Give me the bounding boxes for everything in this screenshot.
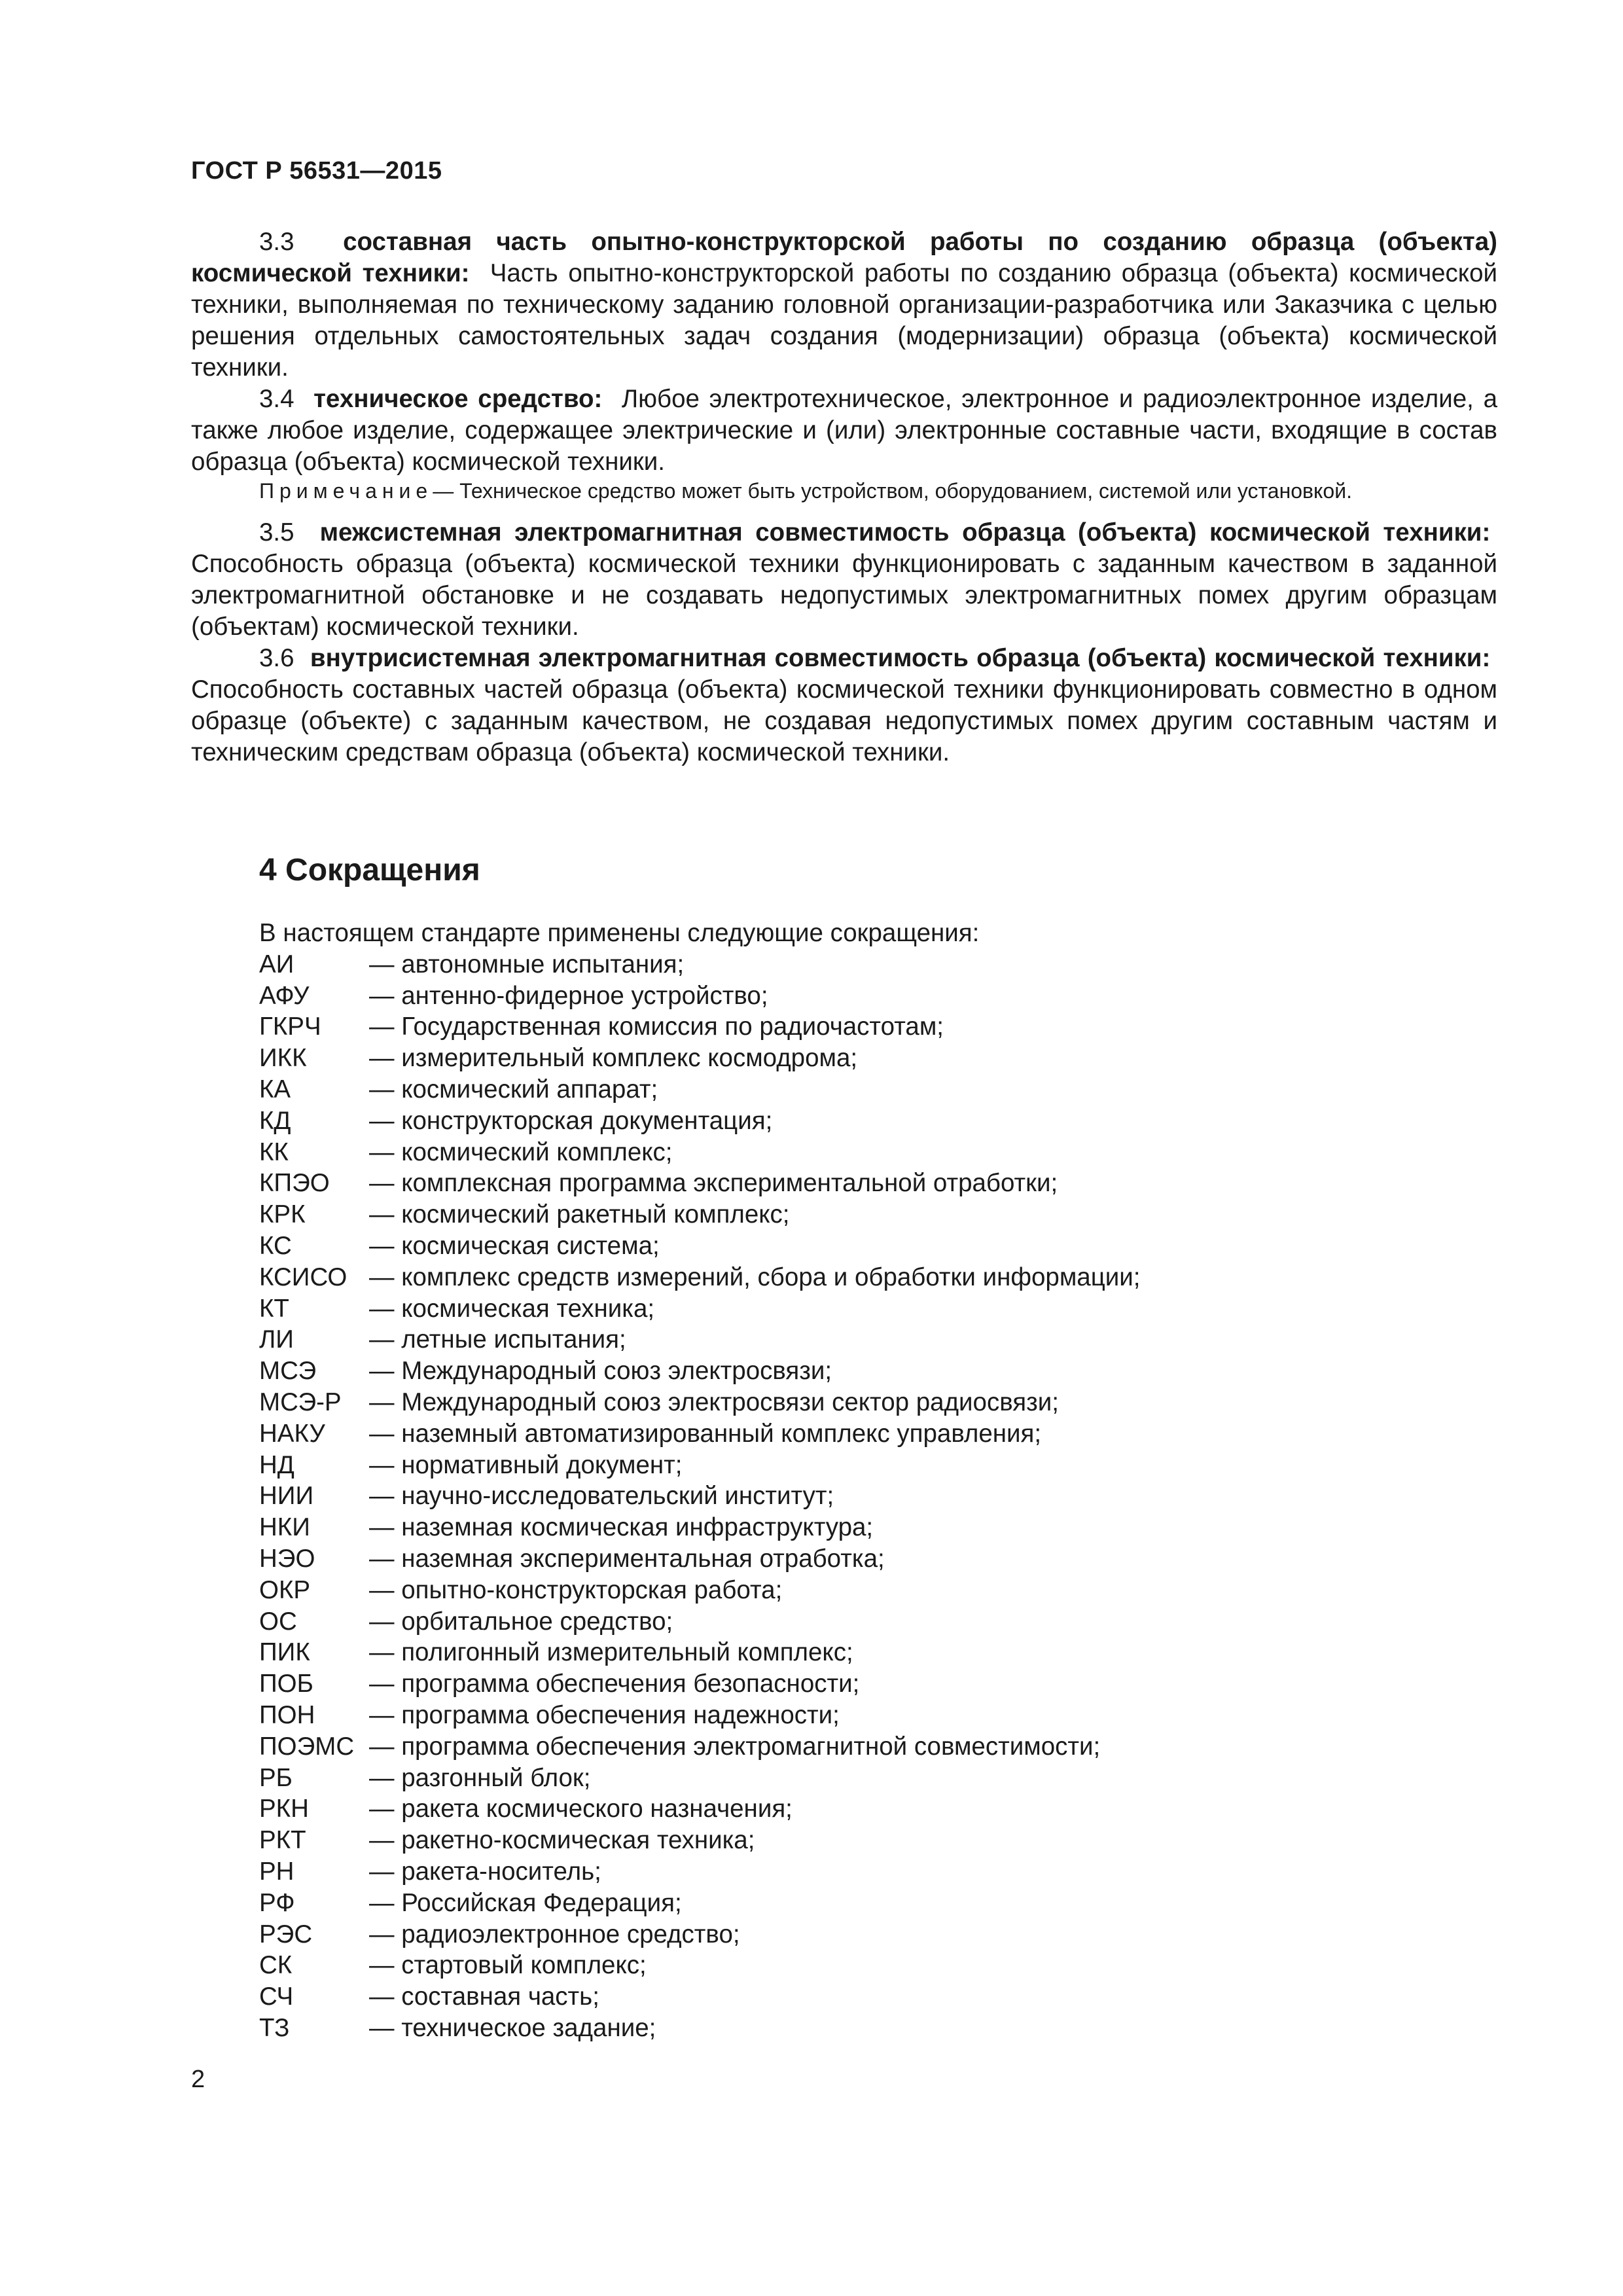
abbreviation-meaning: — нормативный документ; [369, 1450, 683, 1479]
abbreviation-meaning: — Международный союз электросвязи сектор радиосвязи; [369, 1388, 1059, 1416]
abbreviation-code: ГКРЧ [259, 1013, 321, 1041]
abbreviation-item [259, 1950, 1489, 1981]
abbreviation-item [259, 1105, 1489, 1137]
abbreviation-meaning: — разгонный блок; [369, 1763, 591, 1792]
abbreviation-code: ПОБ [259, 1670, 313, 1698]
definition-text: Способность образца (объекта) космической техники функционировать с заданным качеством в заданной электромагнитной обстановке и не создавать недопустимых электромагнитных помех другим образцам (объектам) космической техники. [191, 550, 1497, 641]
abbreviation-item [259, 1324, 1489, 1355]
abbreviation-item [259, 1043, 1489, 1074]
abbreviation-code: НИИ [259, 1482, 314, 1511]
abbreviation-item [259, 1074, 1489, 1105]
abbreviation-code: НАКУ [259, 1419, 325, 1448]
document-header: ГОСТ Р 56531—2015 [191, 157, 442, 185]
abbreviations-intro: В настоящем стандарте применены следующие сокращения: [259, 919, 980, 947]
abbreviation-code: НД [259, 1450, 294, 1479]
abbreviation-code: КСИСО [259, 1263, 348, 1291]
abbreviation-code: ТЗ [259, 2013, 290, 2042]
abbreviation-code: КК [259, 1138, 289, 1166]
abbreviation-code: НКИ [259, 1513, 310, 1542]
abbreviation-meaning: — Российская Федерация; [369, 1888, 682, 1917]
abbreviation-item [259, 1606, 1489, 1638]
abbreviation-meaning: — наземная космическая инфраструктура; [369, 1513, 874, 1542]
abbreviation-meaning: — антенно-фидерное устройство; [369, 981, 768, 1010]
definition-3-3 [191, 226, 1497, 384]
abbreviation-item [259, 1262, 1489, 1293]
abbreviation-item [259, 1668, 1489, 1700]
abbreviation-meaning: — техническое задание; [369, 2013, 656, 2042]
definition-term: техническое средство: [313, 385, 603, 413]
abbreviation-code: СЧ [259, 1982, 294, 2011]
abbreviation-code: АИ [259, 950, 294, 978]
abbreviation-item [259, 2013, 1489, 2044]
abbreviation-item [259, 1418, 1489, 1450]
note-label: Примечание [259, 479, 433, 503]
abbreviation-item [259, 949, 1489, 980]
definition-term: внутрисистемная электромагнитная совместимость образца (объекта) космической техники: [310, 644, 1491, 672]
abbreviation-meaning: — радиоэлектронное средство; [369, 1920, 740, 1948]
abbreviation-meaning: — полигонный измерительный комплекс; [369, 1638, 853, 1667]
abbreviation-item [259, 1793, 1489, 1825]
abbreviation-code: МСЭ-Р [259, 1388, 342, 1416]
abbreviation-code: РБ [259, 1763, 293, 1792]
abbreviation-meaning: — космическая система; [369, 1231, 660, 1260]
abbreviation-meaning: — конструкторская документация; [369, 1106, 773, 1135]
abbreviation-meaning: — ракетно-космическая техника; [369, 1826, 755, 1855]
abbreviation-meaning: — опытно-конструкторская работа; [369, 1575, 783, 1604]
abbreviation-meaning: — научно-исследовательский институт; [369, 1482, 834, 1511]
abbreviations-block [259, 918, 1489, 2044]
abbreviation-item [259, 1763, 1489, 1794]
definition-text: Любое электротехническое, электронное и радиоэлектронное изделие, а также любое изделие, содержащее электрические и (или) электронные составные части, входящие в состав образца (объекта) космической техники. [191, 385, 1497, 476]
abbreviation-meaning: — составная часть; [369, 1982, 599, 2011]
abbreviation-item [259, 1731, 1489, 1763]
abbreviation-code: КС [259, 1231, 292, 1260]
abbreviation-code: АФУ [259, 981, 310, 1010]
abbreviation-meaning: — ракета-носитель; [369, 1857, 601, 1886]
abbreviation-item [259, 1480, 1489, 1512]
abbreviation-meaning: — Государственная комиссия по радиочастотам; [369, 1013, 944, 1041]
abbreviation-item [259, 1011, 1489, 1043]
definition-3-5 [191, 517, 1497, 643]
abbreviation-meaning: — программа обеспечения электромагнитной совместимости; [369, 1732, 1101, 1761]
definition-number: 3.5 [259, 518, 294, 547]
abbreviation-item [259, 1888, 1489, 1919]
abbreviation-item [259, 1230, 1489, 1262]
abbreviation-code: ИКК [259, 1044, 307, 1073]
abbreviation-code: РЭС [259, 1920, 313, 1948]
definition-number: 3.3 [259, 228, 294, 256]
abbreviation-code: СК [259, 1951, 293, 1980]
definition-text: Часть опытно-конструкторской работы по созданию образца (объекта) космической техники, выполняемая по техническому заданию головной организации-разработчика или Заказчика с целью решения отдельных самостоятельных задач создания (модернизации) образца (объекта) космической техники. [191, 259, 1497, 382]
abbreviation-item [259, 1293, 1489, 1325]
definitions-block [191, 226, 1497, 768]
abbreviation-item [259, 1856, 1489, 1888]
definition-term: межсистемная электромагнитная совместимость образца (объекта) космической техники: [319, 518, 1491, 547]
definition-3-6 [191, 643, 1497, 768]
abbreviation-code: ОКР [259, 1575, 311, 1604]
abbreviation-meaning: — космическая техника; [369, 1294, 655, 1323]
abbreviation-item [259, 1543, 1489, 1575]
abbreviation-code: РКН [259, 1795, 309, 1823]
abbreviation-meaning: — космический аппарат; [369, 1075, 658, 1103]
abbreviation-meaning: — автономные испытания; [369, 950, 685, 978]
abbreviation-code: РФ [259, 1888, 295, 1917]
definition-number: 3.6 [259, 644, 294, 672]
abbreviation-code: ЛИ [259, 1325, 294, 1354]
abbreviation-meaning: — программа обеспечения надежности; [369, 1700, 840, 1729]
definition-number: 3.4 [259, 385, 294, 413]
abbreviation-meaning: — наземный автоматизированный комплекс управления; [369, 1419, 1042, 1448]
abbreviation-item [259, 1387, 1489, 1418]
abbreviation-item [259, 1919, 1489, 1950]
abbreviation-code: ПИК [259, 1638, 310, 1667]
abbreviation-item [259, 980, 1489, 1012]
abbreviation-meaning: — космический ракетный комплекс; [369, 1200, 790, 1229]
abbreviation-item [259, 1450, 1489, 1481]
abbreviation-code: ОС [259, 1607, 297, 1636]
abbreviation-item [259, 1168, 1489, 1199]
abbreviation-meaning: — комплекс средств измерений, сбора и обработки информации; [369, 1263, 1141, 1291]
abbreviation-code: КА [259, 1075, 291, 1103]
abbreviation-code: ПОЭМС [259, 1732, 355, 1761]
abbreviation-code: НЭО [259, 1544, 315, 1573]
abbreviation-code: КРК [259, 1200, 306, 1229]
abbreviation-meaning: — ракета космического назначения; [369, 1795, 793, 1823]
abbreviation-code: МСЭ [259, 1357, 317, 1386]
abbreviation-code: РН [259, 1857, 294, 1886]
abbreviation-item [259, 1575, 1489, 1606]
abbreviation-meaning: — комплексная программа экспериментальной отработки; [369, 1169, 1058, 1198]
abbreviation-item [259, 1137, 1489, 1168]
abbreviation-item [259, 1700, 1489, 1731]
definition-term: составная часть опытно-конструкторской работы по созданию образца (объекта) космической техники: [191, 228, 1497, 287]
abbreviation-meaning: — измерительный комплекс космодрома; [369, 1044, 858, 1073]
abbreviations-list [259, 949, 1489, 2044]
abbreviation-code: КТ [259, 1294, 289, 1323]
abbreviation-code: КПЭО [259, 1169, 330, 1198]
abbreviation-meaning: — летные испытания; [369, 1325, 626, 1354]
abbreviation-code: РКТ [259, 1826, 306, 1855]
abbreviation-code: ПОН [259, 1700, 315, 1729]
abbreviation-item [259, 1199, 1489, 1230]
page-number: 2 [191, 2066, 205, 2093]
abbreviation-item [259, 1981, 1489, 2013]
note [191, 478, 1497, 504]
definition-text: Способность составных частей образца (объекта) космической техники функционировать совместно в одном образце (объекте) с заданным качеством, не создавая недопустимых помех другим составным частям и техническим средствам образца (объекта) космической техники. [191, 675, 1497, 766]
abbreviation-meaning: — наземная экспериментальная отработка; [369, 1544, 885, 1573]
abbreviation-meaning: — орбитальное средство; [369, 1607, 673, 1636]
abbreviation-meaning: — Международный союз электросвязи; [369, 1357, 832, 1386]
abbreviation-code: КД [259, 1106, 291, 1135]
section-heading: 4 Сокращения [259, 853, 480, 888]
abbreviation-item [259, 1825, 1489, 1856]
abbreviation-item [259, 1637, 1489, 1668]
definition-3-4 [191, 384, 1497, 478]
abbreviation-meaning: — стартовый комплекс; [369, 1951, 647, 1980]
abbreviation-meaning: — программа обеспечения безопасности; [369, 1670, 860, 1698]
abbreviation-item [259, 1355, 1489, 1387]
abbreviation-item [259, 1512, 1489, 1543]
note-text: — Техническое средство может быть устройством, оборудованием, системой или установкой. [433, 479, 1352, 503]
abbreviation-meaning: — космический комплекс; [369, 1138, 673, 1166]
